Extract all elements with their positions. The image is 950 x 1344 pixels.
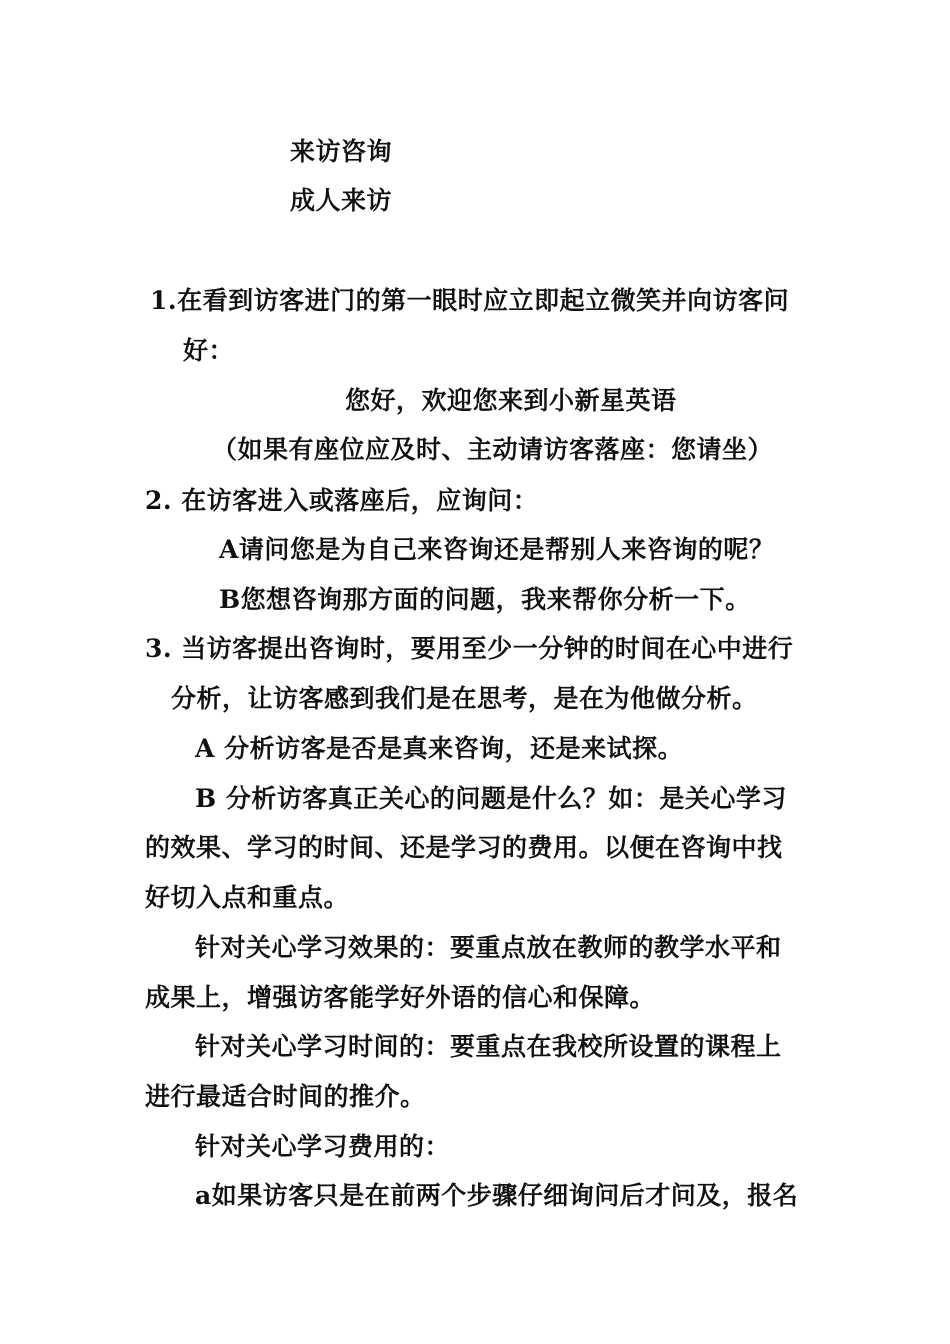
cost-item-a: a如果访客只是在前两个步骤仔细询问后才问及，报名 (195, 1181, 799, 1210)
time-focus-line-1: 针对关心学习时间的：要重点在我校所设置的课程上 (195, 1032, 782, 1061)
time-focus-line-2: 进行最适合时间的推介。 (145, 1082, 426, 1111)
step-3-line-1: 3. 当访客提出咨询时，要用至少一分钟的时间在心中进行 (145, 634, 794, 663)
analysis-a: A 分析访客是否是真来咨询，还是来试探。 (195, 734, 684, 763)
question-a: A请问您是为自己来咨询还是帮别人来咨询的呢？ (219, 535, 775, 564)
analysis-b-line-3: 好切入点和重点。 (145, 883, 350, 912)
question-b: B您想咨询那方面的问题，我来帮你分析一下。 (219, 585, 751, 614)
greeting-text: 您好，欢迎您来到小新星英语 (345, 386, 677, 415)
analysis-b-line-2: 的效果、学习的时间、还是学习的费用。以便在咨询中找 (145, 833, 783, 862)
step-1-line-2: 好： (183, 336, 235, 365)
step-3-line-2: 分析，让访客感到我们是在思考，是在为他做分析。 (171, 684, 758, 713)
effect-focus-line-1: 针对关心学习效果的：要重点放在教师的教学水平和 (195, 933, 782, 962)
effect-focus-line-2: 成果上，增强访客能学好外语的信心和保障。 (145, 983, 656, 1012)
analysis-b-line-1: B 分析访客真正关心的问题是什么？如：是关心学习 (195, 784, 787, 813)
document-subtitle: 成人来访 (290, 186, 393, 215)
step-1-line-1: 1.在看到访客进门的第一眼时应立即起立微笑并向访客问 (150, 286, 790, 315)
document-title: 来访咨询 (290, 137, 393, 166)
step-2-line: 2. 在访客进入或落座后，应询问： (145, 486, 539, 515)
cost-focus-line: 针对关心学习费用的： (195, 1132, 451, 1161)
seating-note: （如果有座位应及时、主动请访客落座：您请坐） (212, 435, 774, 464)
